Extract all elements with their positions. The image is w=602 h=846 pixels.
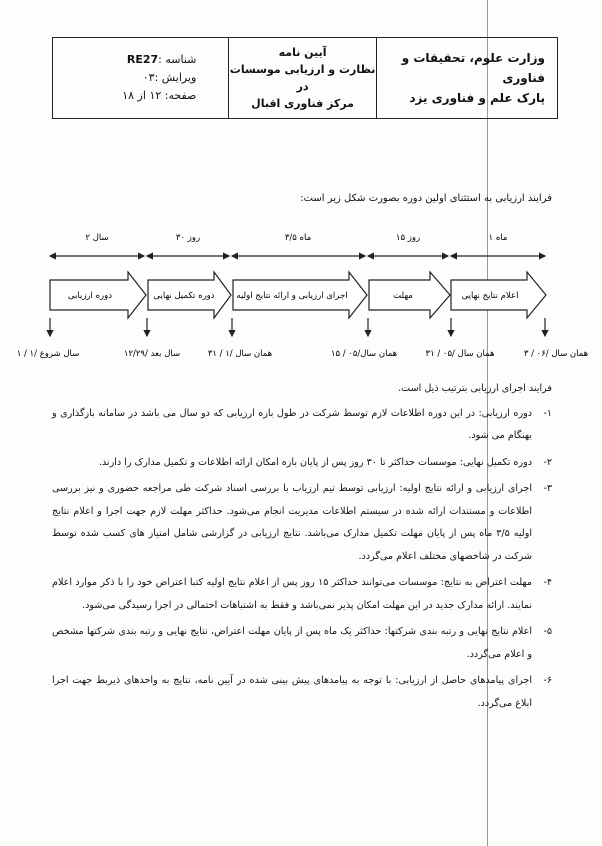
ministry-name: وزارت علوم، تحقیقات و فناوری xyxy=(401,51,545,85)
park-name: پارک علم و فناوری یزد xyxy=(409,91,545,105)
doc-title-line3: مرکز فناوری اقبال xyxy=(251,97,354,110)
step-number: ۵- xyxy=(543,626,552,637)
step-number: ۴- xyxy=(543,577,552,588)
doc-id-label: شناسه : xyxy=(158,53,197,66)
date-month5-15: ۱۵ / ۰۵/همان سال xyxy=(330,349,398,359)
step-item xyxy=(52,621,552,666)
duration-3-5m: ۳/۵ ماه xyxy=(284,233,312,243)
duration-2yr: ۲ سال xyxy=(85,233,109,243)
date-month5-31: ۳۱ / ۰۵/ همان سال xyxy=(425,349,495,359)
intro-text: فرایند ارزیابی به استثنای اولین دوره بصورت شکل زیر است: xyxy=(300,193,552,204)
steps-intro: فرایند اجرای ارزیابی بترتیب ذیل است. xyxy=(398,383,552,394)
step-text: اجرای پیامدهای حاصل از ارزیابی: با توجه به پیامدهای پیش بینی شده در آیین نامه، نتایج به واحدهای ذیربط جهت اجرا ابلاغ می‌گردد. xyxy=(52,675,532,709)
step-item xyxy=(52,670,552,715)
date-next-year-end: ۱۲/۲۹/ سال بعد xyxy=(123,349,181,359)
step-item xyxy=(52,478,552,568)
duration-30d: ۳۰ روز xyxy=(175,233,201,243)
stage-execution: اجرای ارزیابی و ارائه نتایج اولیه xyxy=(236,291,348,301)
steps-section xyxy=(52,378,552,719)
step-text: اعلام نتایج نهایی و رتبه بندی شرکتها: حداکثر یک ماه پس از پایان مهلت اعتراض، نتایج نهایی و رتبه بندی شرکتها مشخص و اعلام می‌گردد. xyxy=(52,626,532,660)
stage-final-results: اعلام نتایج نهایی xyxy=(461,291,519,301)
step-number: ۳- xyxy=(543,483,552,494)
step-text: اجرای ارزیابی و ارائه نتایج اولیه: ارزیابی توسط تیم ارزیاب با بررسی اسناد شرکت طی مراجعه حضوری و نیز بررسی اطلاعات و مستندات ارائه شده در سیستم اطلاعات مدیریت انجام می‌شود. حداکثر مهلت لازم جهت اجرا و اعلام نتایج اولیه ۳/۵ ماه پس از پایان مهلت تکمیل مدارک می‌باشد. نتایج ارزیابی در گزارشی شامل امتیاز های کسب شده توسط شرکت در شاخصهای مختلف اعلام می‌گردد. xyxy=(52,483,532,562)
date-end-month6: ۳ / ۰۶/ همان سال xyxy=(523,349,589,359)
doc-id-value: RE27 xyxy=(126,53,159,66)
doc-page: صفحه: ۱۲ از ۱۸ xyxy=(122,89,197,102)
duration-1m: ۱ ماه xyxy=(488,233,508,243)
doc-revision: ویرایش :۰۳ xyxy=(142,71,197,84)
timeline-diagram xyxy=(0,0,602,380)
date-month1-31: ۳۱ / ۱/ همان سال xyxy=(207,349,273,359)
doc-title-line1: آیین نامه xyxy=(278,46,327,59)
step-number: ۶- xyxy=(543,675,552,686)
step-item xyxy=(52,572,552,617)
stage-final-completion: دوره تکمیل نهایی xyxy=(153,291,215,301)
step-item xyxy=(52,452,552,475)
step-number: ۲- xyxy=(543,456,552,468)
step-number: ۱- xyxy=(543,407,552,419)
stage-deadline: مهلت xyxy=(393,291,413,301)
step-item xyxy=(52,403,552,448)
step-text: دوره ارزیابی: در این دوره اطلاعات لازم توسط شرکت در طول بازه ارزیابی که دو سال می باشد در سامانه بازگذاری و بهنگام می شود. xyxy=(52,407,532,441)
date-start: ۱ / ۱/ سال شروع xyxy=(16,349,80,359)
step-text: دوره تکمیل نهایی: موسسات حداکثر تا ۳۰ روز پس از پایان بازه امکان ارائه اطلاعات و تکمیل مدارک را دارند. xyxy=(98,456,532,468)
doc-title-line2: نظارت و ارزیابی موسسات در xyxy=(229,63,376,93)
duration-15d: ۱۵ روز xyxy=(395,233,421,243)
stage-evaluation-period: دوره ارزیابی xyxy=(67,291,113,301)
step-text: مهلت اعتراض به نتایج: موسسات می‌توانند حداکثر ۱۵ روز پس از اعلام نتایج اولیه کتبا اعتراض خود را با ذکر موارد اعلام نمایند. ارائه مدارک جدید در این مهلت امکان پذیر نمی‌باشد و فقط به اشتباهات احتمالی در اجرا رسیدگی می‌شود. xyxy=(52,577,532,611)
